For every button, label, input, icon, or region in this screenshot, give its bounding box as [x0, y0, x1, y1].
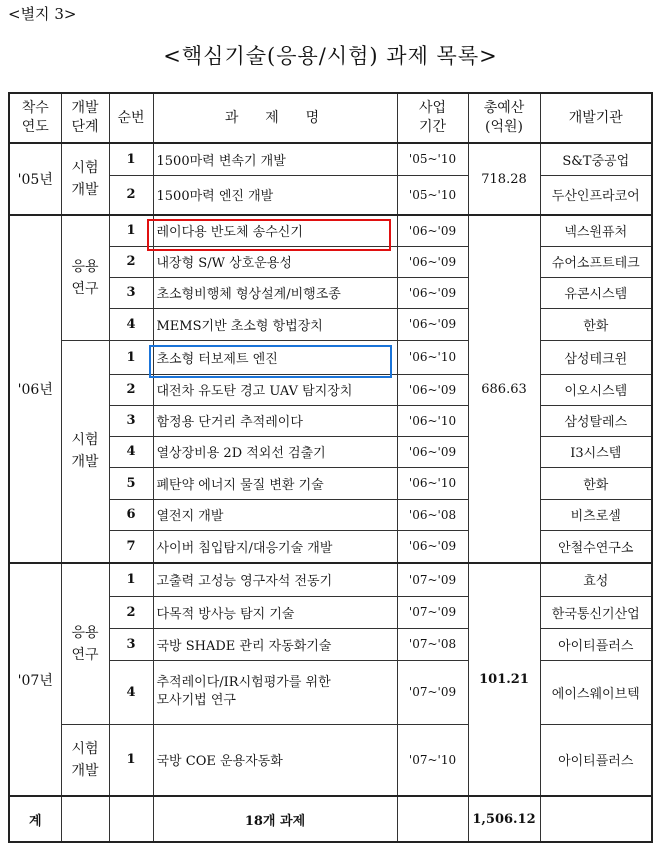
task-table — [8, 92, 653, 843]
seq-cell: 2 — [109, 246, 153, 277]
task-name-cell: 사이버 침입탐지/대응기술 개발 — [153, 530, 397, 563]
period-cell: '06~'09 — [397, 436, 468, 467]
task-name-cell: 국방 SHADE 관리 자동화기술 — [153, 628, 397, 660]
task-name-cell: 다목적 방사능 탐지 기술 — [153, 596, 397, 628]
task-name-cell: 초소형비행체 형상설계/비행조종 — [153, 277, 397, 308]
header-period: 사업 기간 — [397, 93, 468, 143]
header-org: 개발기관 — [540, 93, 652, 143]
task-name-cell: 초소형 터보제트 엔진 — [153, 340, 397, 374]
seq-cell: 1 — [109, 563, 153, 596]
org-cell: 슈어소프트테크 — [540, 246, 652, 277]
budget-cell: 101.21 — [468, 563, 540, 796]
total-budget: 1,506.12 — [468, 796, 540, 842]
period-cell: '06~'09 — [397, 215, 468, 246]
period-cell: '07~'09 — [397, 596, 468, 628]
period-cell: '07~'08 — [397, 628, 468, 660]
table-row — [9, 340, 652, 374]
seq-cell: 4 — [109, 436, 153, 467]
task-name-cell: 추적레이다/IR시험평가를 위한 모사기법 연구 — [153, 660, 397, 724]
org-cell: 삼성탈레스 — [540, 405, 652, 436]
total-empty — [109, 796, 153, 842]
stage-cell: 응용 연구 — [61, 215, 109, 340]
seq-cell: 4 — [109, 660, 153, 724]
org-cell: 비츠로셀 — [540, 499, 652, 530]
stage-cell: 응용 연구 — [61, 563, 109, 724]
period-cell: '05~'10 — [397, 175, 468, 215]
task-name-cell: 폐탄약 에너지 물질 변환 기술 — [153, 467, 397, 499]
period-cell: '06~'09 — [397, 277, 468, 308]
document-title: <핵심기술(응용/시험) 과제 목록> — [163, 44, 498, 68]
task-name-cell: 대전차 유도탄 경고 UAV 탐지장치 — [153, 374, 397, 405]
total-empty — [61, 796, 109, 842]
org-cell: I3시스템 — [540, 436, 652, 467]
total-label: 계 — [9, 796, 61, 842]
task-name-cell: MEMS기반 초소형 항법장치 — [153, 308, 397, 340]
header-start-year: 착수 연도 — [9, 93, 61, 143]
table-row — [9, 563, 652, 596]
seq-cell: 5 — [109, 467, 153, 499]
total-empty — [540, 796, 652, 842]
org-cell: 아이티플러스 — [540, 724, 652, 796]
org-cell: 한화 — [540, 308, 652, 340]
task-name-cell: 국방 COE 운용자동화 — [153, 724, 397, 796]
task-name-cell: 열전지 개발 — [153, 499, 397, 530]
seq-cell: 1 — [109, 143, 153, 175]
year-cell: '05년 — [9, 143, 61, 215]
period-cell: '06~'10 — [397, 467, 468, 499]
header-task-name: 과 제 명 — [153, 93, 397, 143]
org-cell: 에이스웨이브텍 — [540, 660, 652, 724]
table-row — [9, 215, 652, 246]
table-row — [9, 143, 652, 175]
header-budget: 총예산 (억원) — [468, 93, 540, 143]
period-cell: '07~'10 — [397, 724, 468, 796]
period-cell: '06~'09 — [397, 530, 468, 563]
seq-cell: 1 — [109, 724, 153, 796]
total-task-count: 18개 과제 — [153, 796, 397, 842]
seq-cell: 1 — [109, 215, 153, 246]
stage-cell: 시험 개발 — [61, 724, 109, 796]
seq-cell: 3 — [109, 405, 153, 436]
budget-cell: 686.63 — [468, 215, 540, 563]
header-seq: 순번 — [109, 93, 153, 143]
period-cell: '06~'09 — [397, 374, 468, 405]
task-name-cell: 고출력 고성능 영구자석 전동기 — [153, 563, 397, 596]
org-cell: 아이티플러스 — [540, 628, 652, 660]
seq-cell: 4 — [109, 308, 153, 340]
seq-cell: 2 — [109, 596, 153, 628]
table-row — [9, 724, 652, 796]
budget-cell: 718.28 — [468, 143, 540, 215]
seq-cell: 7 — [109, 530, 153, 563]
org-cell: 안철수연구소 — [540, 530, 652, 563]
task-name-cell: 열상장비용 2D 적외선 검출기 — [153, 436, 397, 467]
period-cell: '05~'10 — [397, 143, 468, 175]
task-name-cell: 레이다용 반도체 송수신기 — [153, 215, 397, 246]
header-row — [9, 93, 652, 143]
task-name-cell: 1500마력 엔진 개발 — [153, 175, 397, 215]
org-cell: 삼성테크윈 — [540, 340, 652, 374]
period-cell: '07~'09 — [397, 563, 468, 596]
period-cell: '06~'09 — [397, 308, 468, 340]
total-empty — [397, 796, 468, 842]
org-cell: 넥스원퓨처 — [540, 215, 652, 246]
seq-cell: 3 — [109, 628, 153, 660]
stage-cell: 시험 개발 — [61, 340, 109, 563]
org-cell: 한화 — [540, 467, 652, 499]
task-name-cell: 함정용 단거리 추적레이다 — [153, 405, 397, 436]
header-stage: 개발 단계 — [61, 93, 109, 143]
org-cell: 유콘시스템 — [540, 277, 652, 308]
seq-cell: 2 — [109, 374, 153, 405]
org-cell: 두산인프라코어 — [540, 175, 652, 215]
seq-cell: 6 — [109, 499, 153, 530]
org-cell: 이오시스템 — [540, 374, 652, 405]
period-cell: '06~'10 — [397, 405, 468, 436]
org-cell: 효성 — [540, 563, 652, 596]
stage-cell: 시험 개발 — [61, 143, 109, 215]
year-cell: '06년 — [9, 215, 61, 563]
year-cell: '07년 — [9, 563, 61, 796]
period-cell: '06~'10 — [397, 340, 468, 374]
total-row — [9, 796, 652, 842]
seq-cell: 3 — [109, 277, 153, 308]
seq-cell: 1 — [109, 340, 153, 374]
task-name-cell: 내장형 S/W 상호운용성 — [153, 246, 397, 277]
period-cell: '06~'09 — [397, 246, 468, 277]
period-cell: '06~'08 — [397, 499, 468, 530]
attachment-label: <별지 3> — [8, 5, 77, 23]
task-name-cell: 1500마력 변속기 개발 — [153, 143, 397, 175]
org-cell: S&T중공업 — [540, 143, 652, 175]
period-cell: '07~'09 — [397, 660, 468, 724]
org-cell: 한국통신기산업 — [540, 596, 652, 628]
seq-cell: 2 — [109, 175, 153, 215]
